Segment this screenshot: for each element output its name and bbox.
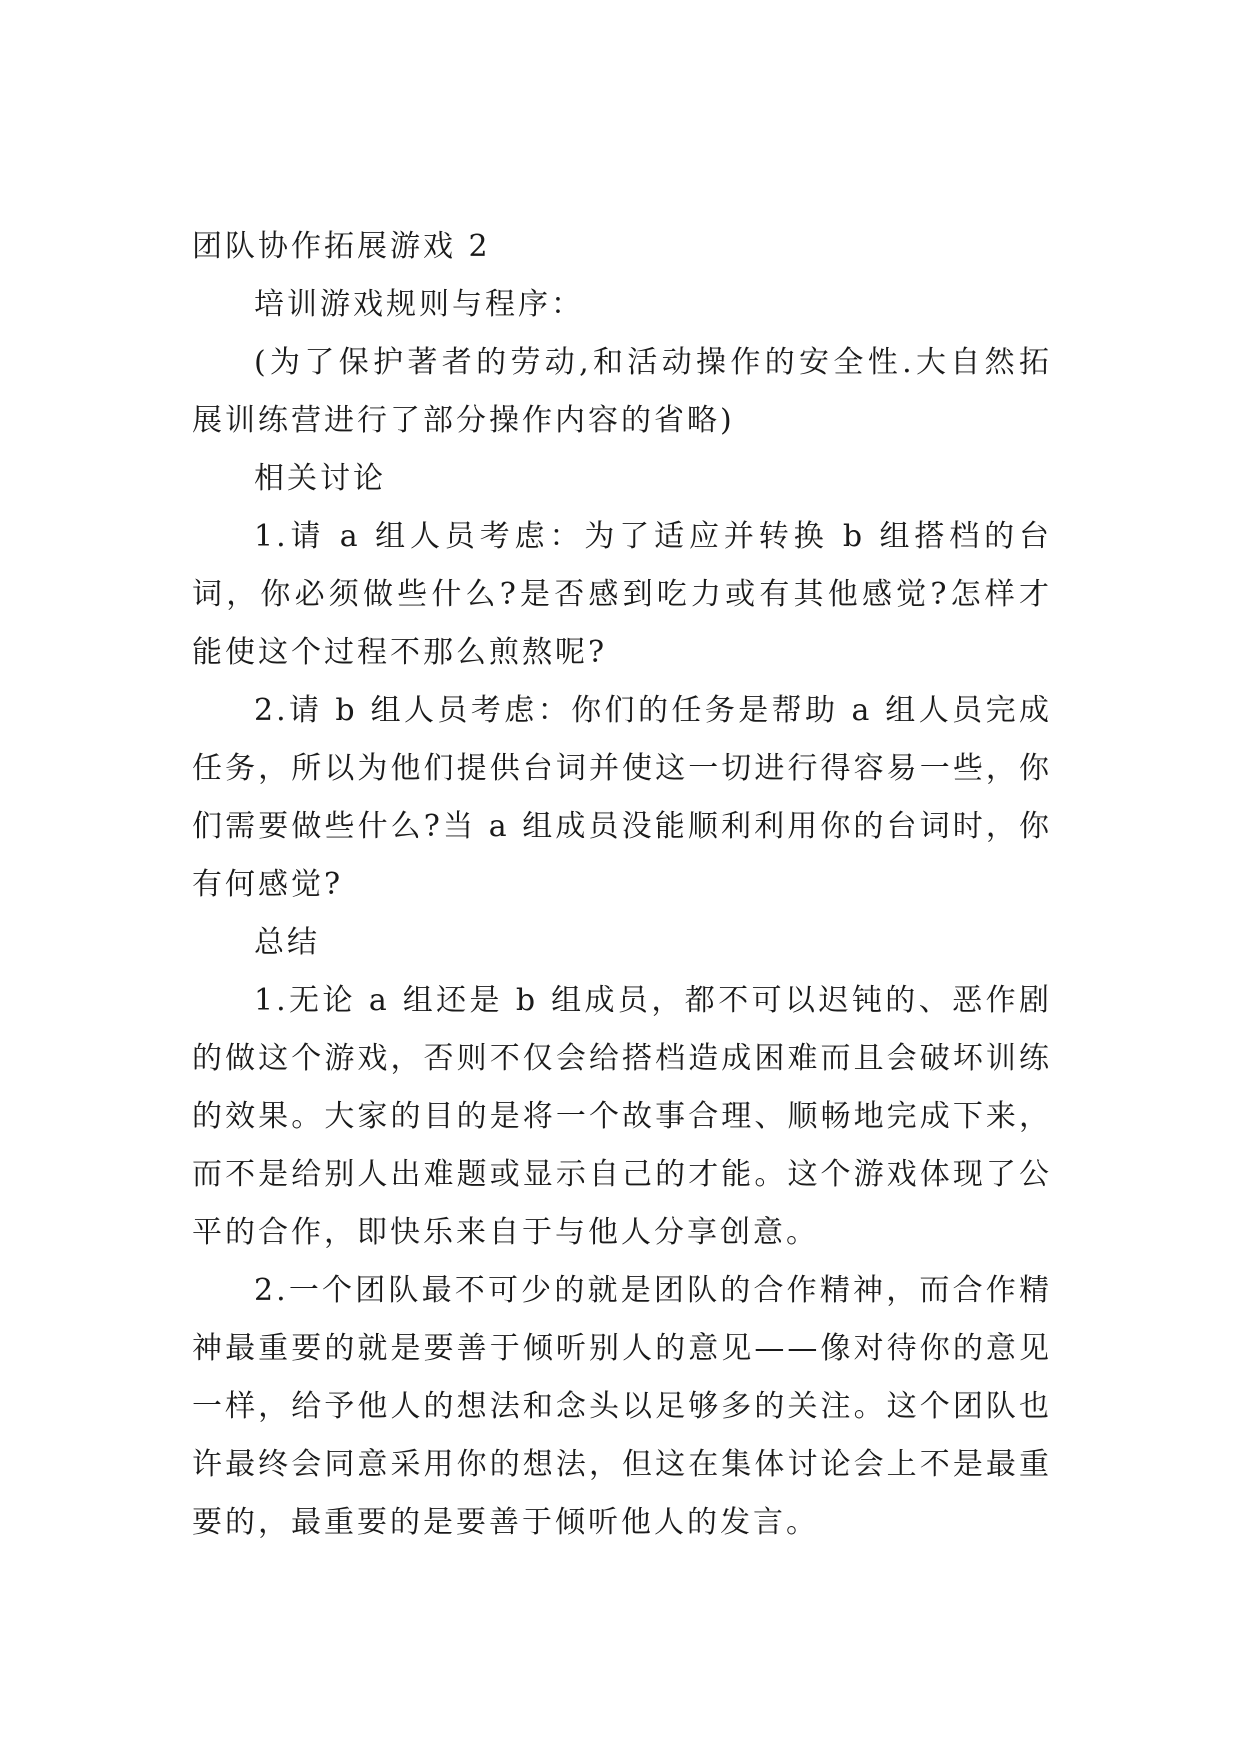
document-body [192,218,1052,1552]
discussion-item-1: 1.请 a 组人员考虑：为了适应并转换 b 组搭档的台词，你必须做些什么?是否感到吃力或有其他感觉?怎样才能使这个过程不那么煎熬呢? [192,519,1052,670]
discussion-item-2: 2.请 b 组人员考虑：你们的任务是帮助 a 组人员完成任务，所以为他们提供台词并使这一切进行得容易一些，你们需要做些什么?当 a 组成员没能顺利利用你的台词时，你有何感觉? [192,693,1052,902]
summary-item-1: 1.无论 a 组还是 b 组成员，都不可以迟钝的、恶作剧的做这个游戏，否则不仅会给搭档造成困难而且会破坏训练的效果。大家的目的是将一个故事合理、顺畅地完成下来，而不是给别人出难题或显示自己的才能。这个游戏体现了公平的合作，即快乐来自于与他人分享创意。 [192,983,1052,1250]
summary-item-2: 2.一个团队最不可少的就是团队的合作精神，而合作精神最重要的就是要善于倾听别人的意见——像对待你的意见一样，给予他人的想法和念头以足够多的关注。这个团队也许最终会同意采用你的想法，但这在集体讨论会上不是最重要的，最重要的是要善于倾听他人的发言。 [192,1273,1052,1540]
note-paragraph: (为了保护著者的劳动,和活动操作的安全性.大自然拓展训练营进行了部分操作内容的省略) [192,345,1052,438]
summary-heading: 总结 [254,925,320,960]
discussion-heading: 相关讨论 [254,461,386,496]
rules-heading: 培训游戏规则与程序： [254,287,584,322]
document-title: 团队协作拓展游戏 2 [192,229,491,264]
